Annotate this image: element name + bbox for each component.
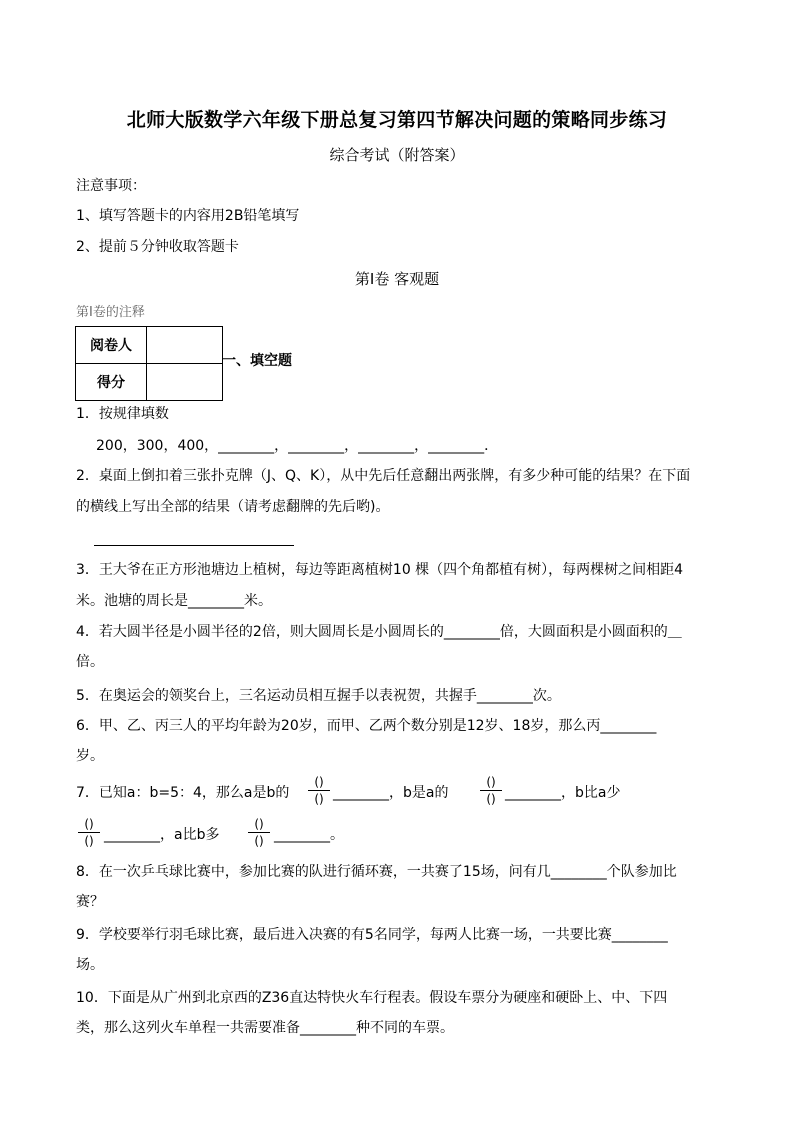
notice-heading: 注意事项： — [76, 178, 146, 194]
q2-line-1: 2．桌面上倒扣着三张扑克牌（J、Q、K），从中先后任意翻出两张牌，有多少种可能的结果？在下面 — [76, 468, 691, 484]
q7-text-b: ________，b是a的 — [333, 785, 449, 801]
q3-line-2: 米。池塘的周长是________米。 — [76, 593, 272, 609]
q4-line-1: 4．若大圆半径是小圆半径的2倍，则大圆周长是小圆周长的________倍，大圆面积是小圆面积的＿ — [76, 624, 682, 640]
q10-line-2: 类，那么这列火车单程一共需要准备________种不同的车票。 — [76, 1020, 454, 1036]
score-label: 得分 — [76, 364, 147, 401]
section-title: 第Ⅰ卷 客观题 — [354, 270, 440, 288]
section-note: 第Ⅰ卷的注释 — [76, 305, 145, 320]
fraction-numerator: () — [84, 817, 94, 831]
q7-fraction-4[interactable] — [246, 817, 272, 848]
score-table — [75, 326, 223, 401]
q6-line-2: 岁。 — [76, 748, 104, 764]
q1-label: 1．按规律填数 — [76, 406, 169, 422]
q4-line-2: 倍。 — [76, 654, 104, 670]
fraction-denominator: () — [486, 792, 496, 806]
q9-line-1: 9．学校要举行羽毛球比赛，最后进入决赛的有5名同学，每两人比赛一场，一共要比赛________ — [76, 927, 668, 943]
q7-text-d: ________，a比b多 — [104, 827, 220, 843]
score-cell[interactable] — [147, 364, 223, 401]
fraction-bar — [248, 832, 270, 833]
fraction-denominator: () — [314, 792, 324, 806]
notice-item-2: 2、提前５分钟收取答题卡 — [76, 239, 239, 255]
page-subtitle: 综合考试（附答案） — [329, 146, 465, 164]
q7-fraction-3[interactable] — [76, 817, 102, 848]
q5-line: 5．在奥运会的领奖台上，三名运动员相互握手以表祝贺，共握手________次。 — [76, 688, 561, 704]
q7-text-c: ________，b比a少 — [505, 785, 621, 801]
notice-item-1: 1、填写答题卡的内容用2B铅笔填写 — [76, 208, 300, 224]
q8-line-2: 赛？ — [76, 894, 104, 910]
grader-label: 阅卷人 — [76, 327, 147, 364]
q2-line-2: 的横线上写出全部的结果（请考虑翻牌的先后哟)。 — [76, 499, 390, 515]
q7-fraction-2[interactable] — [478, 775, 504, 806]
q9-line-2: 场。 — [76, 957, 104, 973]
q7-fraction-1[interactable] — [306, 775, 332, 806]
q1-sequence: 200，300，400，________，________，________，________． — [96, 438, 499, 454]
fraction-numerator: () — [486, 775, 496, 789]
fraction-bar — [480, 790, 502, 791]
q7-text-a: 7．已知a：b=5：4，那么a是b的 — [76, 785, 290, 801]
grader-cell[interactable] — [147, 327, 223, 364]
q3-line-1: 3．王大爷在正方形池塘边上植树，每边等距离植树10 棵（四个角都植有树），每两棵树之间相距4 — [76, 562, 684, 578]
fraction-numerator: () — [254, 817, 264, 831]
fraction-bar — [78, 832, 100, 833]
q8-line-1: 8．在一次乒乓球比赛中，参加比赛的队进行循环赛，一共赛了15场，问有几________个队参加比 — [76, 864, 677, 880]
q7-text-e: ________。 — [274, 827, 344, 843]
page-title: 北师大版数学六年级下册总复习第四节解决问题的策略同步练习 — [126, 109, 668, 131]
q6-line-1: 6．甲、乙、丙三人的平均年龄为20岁，而甲、乙两个数分别是12岁、18岁，那么丙________ — [76, 718, 657, 734]
fraction-bar — [308, 790, 330, 791]
fraction-denominator: () — [84, 834, 94, 848]
q2-answer-line[interactable] — [94, 545, 294, 546]
fraction-denominator: () — [254, 834, 264, 848]
part-title: 一、填空题 — [222, 353, 292, 369]
q10-line-1: 10．下面是从广州到北京西的Z36直达特快火车行程表。假设车票分为硬座和硬卧上、中、下四 — [76, 990, 668, 1006]
fraction-numerator: () — [314, 775, 324, 789]
